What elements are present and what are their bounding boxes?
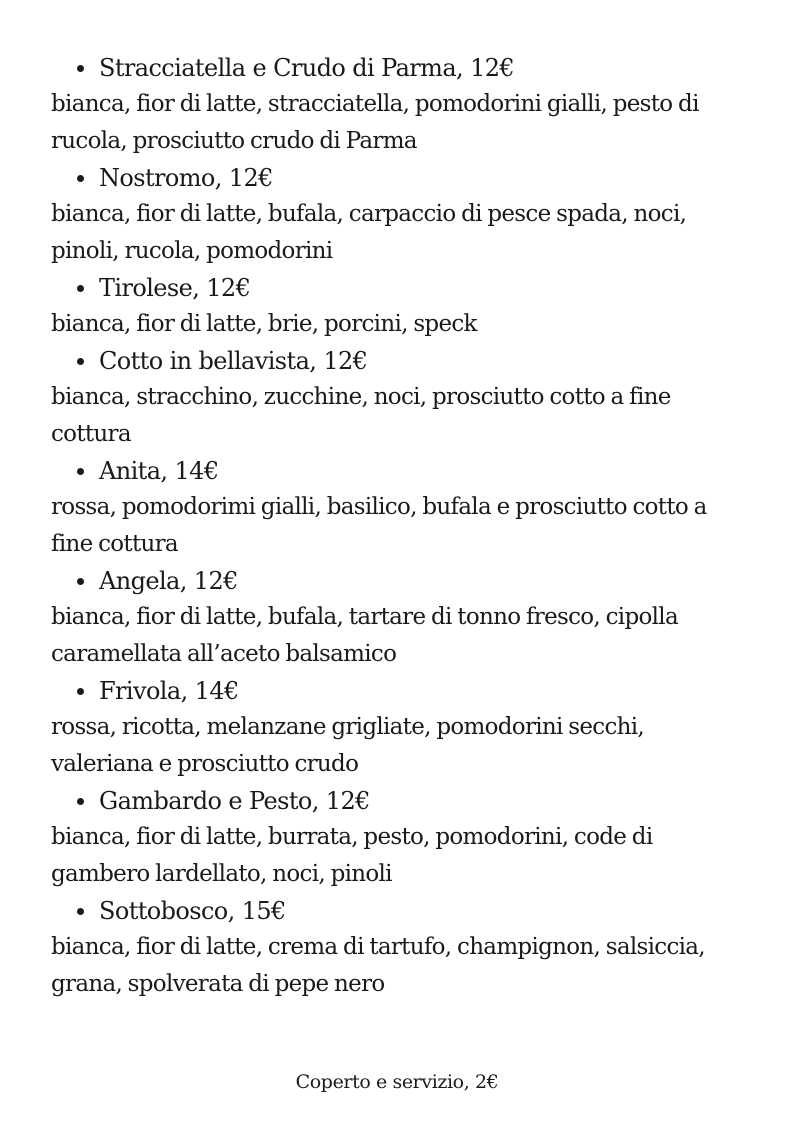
menu-item-title-row	[51, 343, 751, 379]
menu-item-description: bianca, fior di latte, bufala, carpaccio di pesce spada, noci, pinoli, rucola, pomodorini	[51, 201, 687, 264]
menu-item-title: Anita, 14€	[99, 457, 219, 485]
menu-item-title-row	[51, 453, 751, 489]
bullet-icon	[77, 688, 84, 695]
menu-item-title: Gambardo e Pesto, 12€	[99, 787, 370, 815]
menu-item-description: bianca, fior di latte, brie, porcini, speck	[51, 311, 477, 337]
menu-item-title-row	[51, 160, 751, 196]
menu-item-description: bianca, fior di latte, crema di tartufo, champignon, salsiccia, grana, spolverata di pepe nero	[51, 934, 705, 997]
menu-item-description: bianca, fior di latte, stracciatella, pomodorini gialli, pesto di rucola, prosciutto crudo di Parma	[51, 91, 699, 154]
menu-item-title: Stracciatella e Crudo di Parma, 12€	[99, 54, 515, 82]
bullet-icon	[77, 468, 84, 475]
menu-item-frivola	[51, 673, 751, 783]
menu-item-title-row	[51, 673, 751, 709]
menu-item-title: Nostromo, 12€	[99, 164, 273, 192]
bullet-icon	[77, 65, 84, 72]
bullet-icon	[77, 175, 84, 182]
menu-item-title: Frivola, 14€	[99, 677, 239, 705]
menu-item-title-row	[51, 50, 751, 86]
menu-item-description: rossa, pomodorimi gialli, basilico, bufala e prosciutto cotto a fine cottura	[51, 494, 707, 557]
menu-item-title: Sottobosco, 15€	[99, 897, 286, 925]
menu-item-description: bianca, stracchino, zucchine, noci, prosciutto cotto a fine cottura	[51, 384, 671, 447]
menu-item-tirolese	[51, 270, 751, 343]
menu-item-cotto-in-bellavista	[51, 343, 751, 453]
pizza-menu-list	[51, 50, 751, 1003]
menu-item-description: bianca, fior di latte, bufala, tartare di tonno fresco, cipolla caramellata all’aceto balsamico	[51, 604, 678, 667]
bullet-icon	[77, 358, 84, 365]
menu-item-nostromo	[51, 160, 751, 270]
bullet-icon	[77, 578, 84, 585]
bullet-icon	[77, 908, 84, 915]
menu-item-title-row	[51, 563, 751, 599]
menu-item-angela	[51, 563, 751, 673]
menu-item-title: Angela, 12€	[99, 567, 238, 595]
menu-item-title-row	[51, 783, 751, 819]
menu-item-description: rossa, ricotta, melanzane grigliate, pomodorini secchi, valeriana e prosciutto crudo	[51, 714, 645, 777]
menu-item-title: Tirolese, 12€	[99, 274, 251, 302]
menu-item-stracciatella-e-crudo-di-parma	[51, 50, 751, 160]
menu-item-anita	[51, 453, 751, 563]
menu-item-title: Cotto in bellavista, 12€	[99, 347, 368, 375]
cover-charge-note: Coperto e servizio, 2€	[295, 1071, 499, 1093]
menu-item-gambardo-e-pesto	[51, 783, 751, 893]
bullet-icon	[77, 798, 84, 805]
menu-item-title-row	[51, 893, 751, 929]
menu-item-description: bianca, fior di latte, burrata, pesto, pomodorini, code di gambero lardellato, noci, pinoli	[51, 824, 653, 887]
menu-item-title-row	[51, 270, 751, 306]
bullet-icon	[77, 285, 84, 292]
menu-item-sottobosco	[51, 893, 751, 1003]
